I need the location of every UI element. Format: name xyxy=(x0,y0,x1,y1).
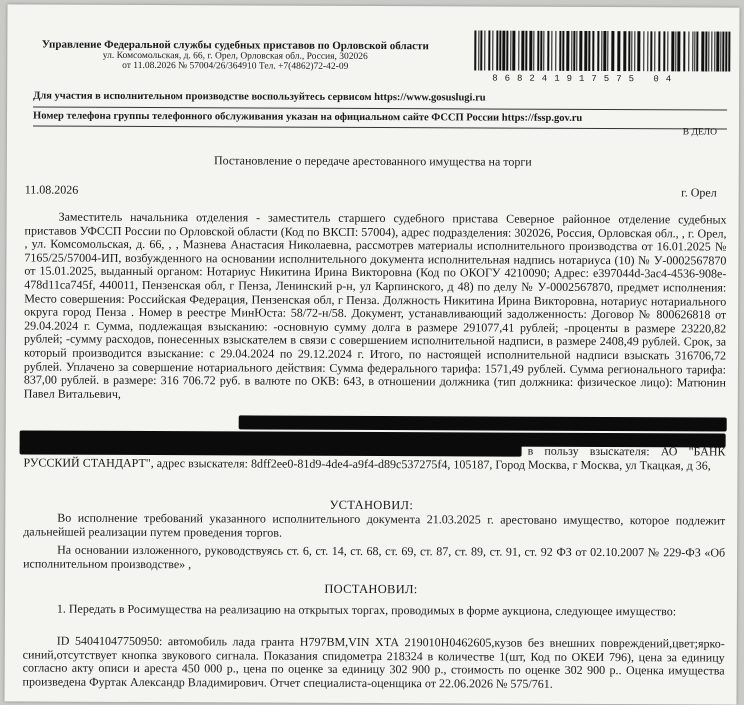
org-name: Управление Федеральной службы судебных приставов по Орловской области xyxy=(41,38,429,53)
redaction-bar xyxy=(239,415,727,431)
document-page xyxy=(4,4,739,704)
barcode-number: 868241917575 04 xyxy=(492,73,679,85)
phone-notice: Номер телефона группы телефонного обслуживания указан на официальном сайте ФССП России https://fssp.gov.ru xyxy=(33,110,583,124)
divider xyxy=(33,126,727,130)
ustanovil-heading: УСТАНОВИЛ: xyxy=(329,497,414,513)
document-city: г. Орел xyxy=(681,185,717,200)
org-reference: от 11.08.2026 № 57004/26/364910 Тел. +7(4862)72-42-09 xyxy=(122,60,349,72)
ustanovil-paragraph-2: На основании изложенного, руководствуясь ст. 6, ст. 14, ст. 68, ст. 69, ст. 87, ст. 89, ст. 91, ст. 92 ФЗ от 02.10.2007 № 229-ФЗ «Об исполнительном производстве» , xyxy=(23,542,726,571)
preamble-text: Заместитель начальника отделения - заместитель старшего судебного пристава Северное районное отделение судебных приставов УФССП России по Орловской области (Код по ВКСП: 57004), адрес подразделения: 302026, Россия, Орловская обл., , г. Орел, , ул. Комсомольская, д. 66, , , Мазнева Анастасия Николаевна, рассмотрев материалы исполнительного производства от 16.01.2025 № 7165/25/57004-ИП, возбужденного на основании исполнительного документа исполнительная надпись нотариуса (10) № У-0002567870 от 15.01.2025, выданный органом: Нотариус Никитина Ирина Викторовна (Код по ОКОГУ 4210090; Адрес: e397044d-3ac4-4536-908e-478d11ca745f, 440011, Пензенская обл, г Пенза, Ленинский р-н, ул Карпинского, д 48) по делу № У-0002567870, предмет исполнения: Место совершения: Российская Федерация, Пензенская обл, г Пенза. Должность Никитина Ирина Викторовна, нотариус нотариального округа город Пенза . Номер в реестре МинЮста: 58/72-н/58. Документ, устанавливающий задолженность: Договор № 800626818 от 29.04.2024 г. Сумма, подлежащая взысканию: -основную сумму долга в размере 291077,41 рублей; -проценты в размере 23220,82 рублей; -сумму расходов, понесенных взыскателем в связи с совершением исполнительной надписи, в размере 2408,49 рублей. Срок, за который производится взыскание: с 29.04.2024 по 29.12.2024 г. Итого, по настоящей исполнительной надписи взыскать 316706,72 рублей. Уплачено за совершение нотариального действия: Сумма федерального тарифа: 1571,49 рублей. Сумма регионального тарифа: 837,00 рублей. в размере: 316 706.72 руб. в валюте по ОКВ: 643, в отношении должника (тип должника: физическое лицо): Матюнин Павел Витальевич, xyxy=(23,209,727,401)
document-date: 11.08.2026 xyxy=(24,182,79,197)
postanovil-heading: ПОСТАНОВИЛ: xyxy=(324,581,418,597)
issuing-authority-block xyxy=(25,38,445,72)
org-address: ул. Комсомольская, д. 66, г. Орел, Орловская обл., Россия, 302026 xyxy=(102,50,368,62)
preamble-paragraph xyxy=(24,210,727,403)
order-item-1: 1. Передать в Росимущества на реализацию на открытых торгах, проводимых в форме аукциона, следующее имущество: xyxy=(56,601,677,619)
ustanovil-paragraph-1: Во исполнение требований указанного исполнительного документа 21.03.2025 г. арестовано имущество, которое подлежит дальнейшей реализации путем проведения торгов. xyxy=(23,510,726,540)
property-description: ID 54041047750950: автомобиль лада гранта Н797ВМ,VIN ХТА 219010Н0462605,кузов без внешних повреждений,цвет;ярко-синий,отсутствует кнопка звукового сигнала. Показания спидометра 218324 в количестве 1(шт, Код по ОКЕИ 796), цена за единицу согласно акту описи и ареста 450 000 р., цена по оценке за единицу 302 900 р., стоимость по оценке 302 900 р.. Оценка имущества произведена Фуртак Александр Владимирович. Отчет специалиста-оценщика от 22.06.2026 № 575/761. xyxy=(22,633,725,691)
archive-stamp: В ДЕЛО xyxy=(682,127,717,138)
creditor-paragraph: в пользу взыскателя: АО "БАНК РУССКИЙ СТАНДАРТ", адрес взыскателя: 8dff2ee0-81d9-4de4-a9f4-d89c537275f4, 105187, Город Москва, г Москва, ул Ткацкая, д 36, xyxy=(23,443,726,473)
document-title: Постановление о передаче арестованного имущества на торги xyxy=(213,153,532,169)
gosuslugi-notice: Для участия в исполнительном производстве воспользуйтесь сервисом https://www.gosuslugi.ru xyxy=(33,90,486,104)
divider xyxy=(33,107,727,111)
